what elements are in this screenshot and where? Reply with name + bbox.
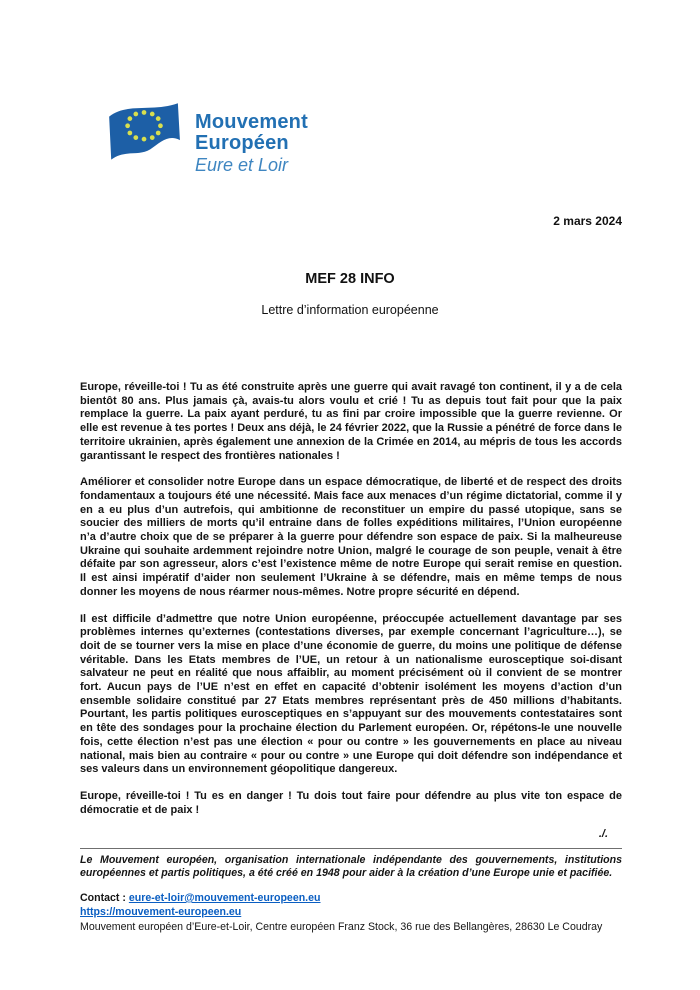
body-paragraph: Il est difficile d’admettre que notre Union européenne, préoccupée actuellement davantage par ses problèmes internes qu’externes (contestations diverses, par exemple concernant l’agriculture…), se doit de se tourner vers la mise en place d’une économie de guerre, du moins une politique de défense véritable. Dans les Etats membres de l’UE, un retour à un nationalisme eurosceptique soi-disant salvateur ne peut en réalité que nous affaiblir, au moment précisément où il convient de se montrer fort. Aucun pays de l’UE n’est en effet en capacité d’obtenir isolément les moyens d’action d’un ensemble solidaire constitué par 27 Etats membres représentant près de 450 millions d’habitants. Pourtant, les partis politiques eurosceptiques en s’appuyant sur des mouvements contestataires sont en tête des sondages pour la prochaine élection du Parlement européen. Or, répétons-le une nouvelle fois, cette élection n’est pas une élection « pour ou contre » les gouvernements en place au niveau national, mais bien au contraire « pour ou contre » une Europe qui doit défendre son indépendance et ses valeurs dans un environnement géopolitique dangereux. xyxy=(80,612,622,776)
footer xyxy=(80,848,622,934)
logo-region: Eure et Loir xyxy=(195,154,289,175)
logo-text xyxy=(195,98,308,174)
website-line xyxy=(80,906,622,919)
logo-name-line1: Mouvement xyxy=(195,111,308,133)
eu-flag-icon xyxy=(103,98,183,175)
contact-label: Contact : xyxy=(80,892,129,904)
footer-about: Le Mouvement européen, organisation internationale indépendante des gouvernements, institutions européennes et partis politiques, a été créé en 1948 pour aider à la création d’une Europe unie et pacifiée. xyxy=(80,854,622,879)
logo-name-line2: Européen xyxy=(195,131,289,154)
logo xyxy=(103,98,308,175)
end-mark: ./. xyxy=(598,828,608,841)
page-subtitle: Lettre d’information européenne xyxy=(261,303,439,317)
letter-body xyxy=(80,381,622,842)
contact-line xyxy=(80,892,622,905)
document-date: 2 mars 2024 xyxy=(553,214,622,228)
website-link[interactable]: https://mouvement-europeen.eu xyxy=(80,906,242,918)
body-paragraph: Europe, réveille-toi ! Tu es en danger ! Tu dois tout faire pour défendre au plus vite ton espace de démocratie et de paix ! xyxy=(80,789,622,816)
body-paragraph: Améliorer et consolider notre Europe dans un espace démocratique, de liberté et de respect des droits fondamentaux a toujours été une nécessité. Mais face aux menaces d’un régime dictatorial, comme il y en a eu plus d’un autrefois, qui ambitionne de reconstituer un empire du passé utopique, sans se soucier des milliers de morts qu’il entraine dans de folles expéditions militaires, l’Union européenne n’a d’autre choix que de se préparer à la guerre pour défendre son espace de paix. Si la malheureuse Ukraine qui souhaite ardemment rejoindre notre Union, malgré le courage de son peuple, venait à être défaite par son agresseur, alors c’est l’existence même de notre Europe qui serait remise en question. Il est ainsi impératif d’aider non seulement l’Ukraine à se défendre, mais en même temps de nous donner les moyens de nous réarmer nous-mêmes. Notre propre sécurité en dépend. xyxy=(80,476,622,598)
address-line: Mouvement européen d’Eure-et-Loir, Centre européen Franz Stock, 36 rue des Bellangères, 28630 Le Coudray xyxy=(80,921,603,933)
footer-divider xyxy=(80,848,622,849)
page-title: MEF 28 INFO xyxy=(305,271,395,287)
contact-email-link[interactable]: eure-et-loir@mouvement-europeen.eu xyxy=(128,892,321,904)
body-paragraph: Europe, réveille-toi ! Tu as été construite après une guerre qui avait ravagé ton continent, il y a de cela bientôt 80 ans. Plus jamais çà, avais-tu alors voulu et crié ! Tu as depuis tout fait pour que la paix remplace la guerre. La paix ayant perduré, tu as fini par croire impossible que la guerre revienne. Or elle est revenue à tes portes ! Deux ans déjà, le 24 février 2022, que la Russie a pénétré de force dans le territoire ukrainien, après également une annexion de la Crimée en 2014, au mépris de tous les accords garantissant le respect des frontières nationales ! xyxy=(80,381,622,462)
